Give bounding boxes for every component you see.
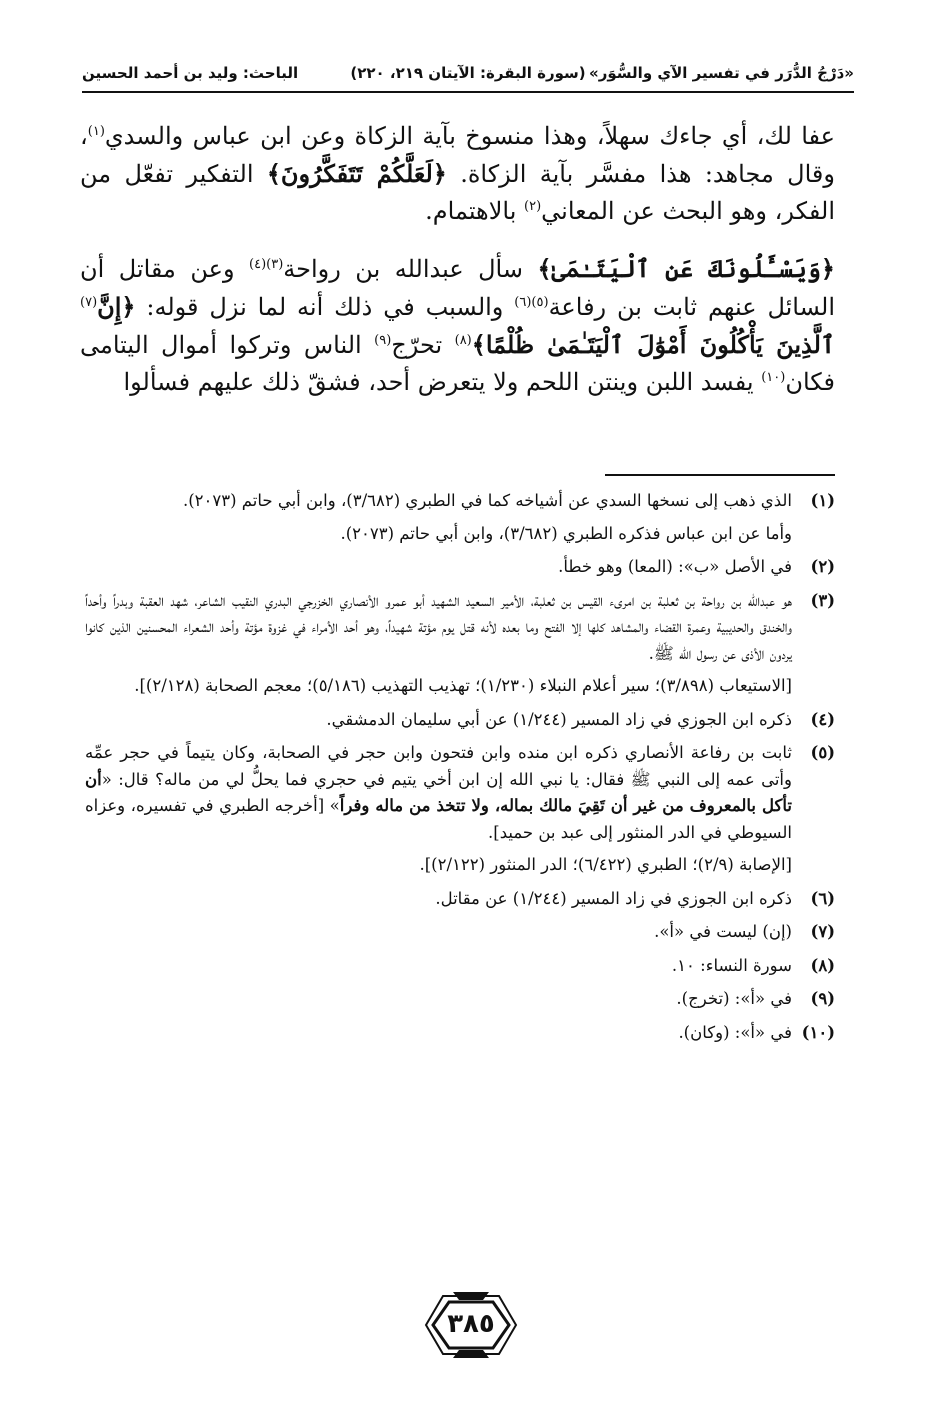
text-segment: التفكير تفعّل من الفكر، وهو البحث عن المعاني: [80, 160, 835, 225]
footnote-number: (٤): [810, 709, 835, 729]
footnote-text: (إن) ليست في «أ».: [654, 922, 792, 941]
footnote-text: [85, 740, 792, 846]
text-segment: تحرّج: [391, 331, 455, 359]
footnote-text: الذي ذهب إلى نسخها السدي عن أشياخه كما في الطبري (٣/٦٨٢)، وابن أبي حاتم (٢٠٧٣).: [182, 491, 792, 510]
footnote-8: [85, 953, 835, 980]
main-text: [80, 118, 835, 421]
footnote-text-part: » [أخرجه الطبري في تفسيره، وعزاه السيوطي في الدر المنثور إلى عبد بن حميد].: [85, 796, 792, 842]
footnote-number: (٢): [810, 557, 835, 576]
text-segment: وعن مقاتل أن السائل عنهم ثابت بن رفاعة: [80, 255, 836, 321]
text-segment: يفسد اللبن وينتن اللحم ولا يتعرض أحد، فشقّ ذلك عليهم فسألوا: [123, 368, 762, 396]
footnote-number: (٧): [810, 922, 835, 941]
hadith-quote: أن تأكل بالمعروف من غير أن تَقِيَ مالك بماله، ولا تتخذ من ماله وفراً: [85, 769, 793, 815]
footnote-text: في الأصل «ب»: (المعا) وهو خطأ.: [558, 557, 792, 576]
surah-reference: (سورة البقرة: الآيتان ٢١٩، ٢٢٠): [350, 64, 586, 82]
footnote-text-part: ثابت بن رفاعة الأنصاري ذكره ابن منده وابن فتحون وابن حجر في الصحابة، وكان يتيماً في حجر عمِّه وأتى عمه إلى النبي ﷺ فقال: يا نبي الله إن ابن أخي يتيم في حجري فما يحلُّ لي من ماله؟ قال: «: [85, 743, 792, 789]
text-segment: ، وقال مجاهد: هذا مفسَّر بآية الزكاة.: [80, 122, 835, 188]
footnote-number: (٦): [810, 888, 835, 908]
footnote-extra: وأما عن ابن عباس فذكره الطبري (٣/٦٨٢)، وابن أبي حاتم (٢٠٧٣).: [340, 523, 792, 543]
footnote-sources: [الاستيعاب (٣/٨٩٨)؛ سير أعلام النبلاء (١/٢٣٠)؛ تهذيب التهذيب (٥/١٨٦)؛ معجم الصحابة (٢/١٢٨)].: [134, 676, 792, 695]
footnote-ref: (١٠): [761, 370, 786, 385]
footnote-2: [85, 554, 835, 581]
footnote-ref: (٣)(٤): [249, 257, 284, 272]
paragraph-1: [80, 118, 835, 230]
footnote-ref: (٨): [454, 333, 472, 348]
footnote-3: [85, 588, 835, 700]
footnote-ref: (٩): [374, 333, 392, 348]
footnote-7: [85, 919, 835, 946]
text-segment: سأل عبدالله بن رواحة: [283, 255, 538, 283]
footnote-divider: [605, 474, 835, 476]
footnote-ref: (١): [87, 124, 105, 139]
footnote-text: في «أ»: (تخرج).: [676, 989, 792, 1008]
footnote-10: [85, 1020, 835, 1047]
footnote-6: [85, 886, 835, 913]
header-divider: [82, 91, 854, 93]
text-segment: بالاهتمام.: [425, 197, 525, 225]
researcher-name: الباحث: وليد بن أحمد الحسين: [82, 64, 299, 82]
footnote-text: سورة النساء: ١٠.: [671, 955, 792, 975]
footnote-number: (٩): [810, 989, 835, 1008]
book-title: «دَرْجُ الدُّرَر في تفسير الآي والسُّوَر»: [589, 64, 854, 82]
footnote-ref: (٢): [524, 199, 542, 214]
footnote-number: (٨): [810, 955, 835, 975]
footnote-number: (١): [810, 491, 835, 510]
quran-quote: ٱلَّذِينَ يَأْكُلُونَ أَمْوَٰلَ ٱلْيَتَـٰمَىٰ ظُلْمًا﴾: [471, 330, 836, 359]
quran-quote: ﴿وَيَسْـَٔلُونَكَ عَنِ ٱلْيَتَـٰمَىٰ﴾: [537, 254, 835, 283]
footnote-text: في «أ»: (وكان).: [678, 1022, 792, 1042]
footnote-text: ذكره ابن الجوزي في زاد المسير (١/٢٤٤) عن مقاتل.: [435, 888, 792, 908]
footnote-number: (٣): [810, 590, 835, 610]
quran-quote: ﴿إِنَّ: [97, 292, 136, 321]
footnote-sources: [الإصابة (٢/٩)؛ الطبري (٦/٤٢٢)؛ الدر المنثور (٢/١٢٢)].: [419, 855, 792, 874]
footnote-text: هو عبدالله بن رواحة بن ثعلبة بن امرىء القيس بن ثعلبة، الأمير السعيد الشهيد أبو عمرو الأنصاري الخزرجي البدري النقيب الشاعر، شهد العقبة وبدراً وأحداً والخندق والحديبية وعمرة القضاء والمشاهد كلها إلا الفتح وما بعده لأنه قتل يوم مؤتة شهيداً، وهو أحد الأمراء في غزوة مؤتة وأحد الشعراء المحسنين الذين كانوا يردون الأذى عن رسول الله ﷺ.: [85, 590, 792, 663]
text-segment: والسبب في ذلك أنه لما نزل قوله:: [135, 293, 515, 321]
text-segment: الناس وتركوا أموال اليتامى فكان: [80, 331, 835, 396]
footnote-number: (١٠): [801, 1022, 835, 1042]
footnote-4: [85, 707, 835, 734]
footnote-ref: (٧): [80, 295, 98, 310]
footnote-5: [85, 740, 835, 879]
footnotes: [85, 488, 835, 1053]
quran-quote: ﴿لَعَلَّكُمْ تَتَفَكَّرُونَ﴾: [266, 159, 447, 188]
page-number: ٣٨٥: [447, 1309, 495, 1339]
footnote-1: [85, 488, 835, 547]
footnote-text: ذكره ابن الجوزي في زاد المسير (١/٢٤٤) عن أبي سليمان الدمشقي.: [326, 709, 792, 729]
footnote-9: [85, 986, 835, 1013]
footnote-ref: (٥)(٦): [514, 295, 549, 310]
running-header: [82, 56, 854, 90]
text-segment: عفا لك، أي جاءك سهلاً، وهذا منسوخ بآية الزكاة وعن ابن عباس والسدي: [104, 122, 835, 150]
footnote-number: (٥): [810, 743, 835, 762]
paragraph-2: [80, 250, 835, 401]
